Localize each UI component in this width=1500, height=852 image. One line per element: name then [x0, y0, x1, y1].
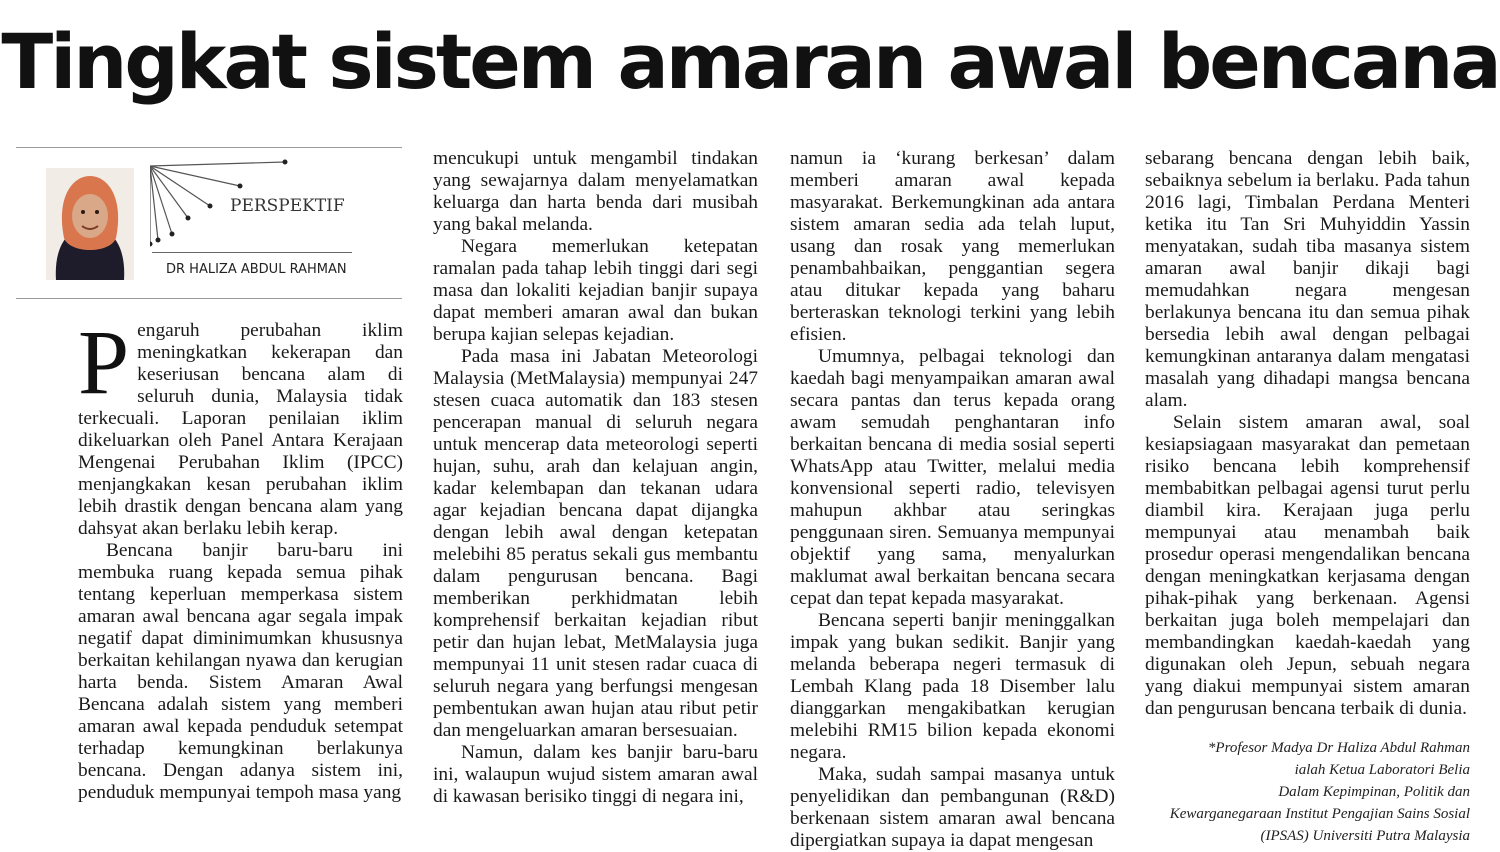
paragraph: Namun, dalam kes banjir baru-baru ini, walaupun wujud sistem amaran awal di kawasan berisiko tinggi di negara ini, — [433, 742, 758, 807]
dropcap: P — [78, 311, 130, 413]
credit-line: ialah Ketua Laboratori Belia — [1294, 762, 1470, 778]
article-column-3 — [790, 148, 1115, 852]
divider — [152, 252, 352, 253]
paragraph: Bencana banjir baru-baru ini membuka ruang kepada semua pihak tentang keperluan memperkasa sistem amaran awal bencana agar segala impak negatif dapat diminimumkan khususnya berkaitan kehilangan nyawa dan kerugian harta benda. Sistem Amaran Awal Bencana adalah sistem yang memberi amaran awal kepada penduduk setempat terhadap kemungkinan berlakunya bencana. Dengan adanya sistem ini, penduduk mempunyai tempoh masa yang — [78, 540, 403, 803]
paragraph: Umumnya, pelbagai teknologi dan kaedah bagi menyampaikan amaran awal secara pantas dan terus kepada orang awam semudah penghantaran info berkaitan bencana di media sosial seperti WhatsApp atau Twitter, melalui media konvensional seperti radio, televisyen mahupun akhbar atau seringkas penggunaan siren. Semuanya mempunyai objektif yang sama, menyalurkan maklumat awal berkaitan bencana secara cepat dan tepat kepada masyarakat. — [790, 346, 1115, 609]
article-column-1 — [78, 311, 403, 804]
author-credit — [1138, 737, 1470, 847]
paragraph: sebarang bencana dengan lebih baik, sebaiknya sebelum ia berlaku. Pada tahun 2016 lagi, Timbalan Perdana Menteri ketika itu Tan Sri Muhyiddin Yassin menyatakan, sudah tiba masanya sistem amaran awal banjir dikaji bagi memudahkan negara mengesan berlakunya bencana itu dan semua pihak bersedia lebih awal dengan pelbagai kemungkinan antaranya dalam mengatasi masalah yang dihadapi mangsa bencana alam. — [1145, 148, 1470, 411]
article-column-4 — [1145, 148, 1470, 720]
author-name: DR HALIZA ABDUL RAHMAN — [166, 262, 347, 277]
credit-line: *Profesor Madya Dr Haliza Abdul Rahman — [1207, 740, 1470, 756]
paragraph: Bencana seperti banjir meninggalkan impak yang bukan sedikit. Banjir yang melanda beberapa negeri termasuk di Lembah Klang pada 18 Disember lalu dianggarkan mengakibatkan kerugian melebihi RM15 bilion kepada ekonomi negara. — [790, 610, 1115, 763]
paragraph: Negara memerlukan ketepatan ramalan pada tahap lebih tinggi dari segi masa dan lokaliti kejadian banjir supaya dapat memberi amaran awal dan bukan berupa kajian selepas kejadian. — [433, 236, 758, 345]
paragraph: Selain sistem amaran awal, soal kesiapsiagaan masyarakat dan pemetaan risiko bencana lebih komprehensif membabitkan pelbagai agensi turut perlu diambil kira. Kerajaan juga perlu mempunyai atau menambah baik prosedur operasi mengendalikan bencana dengan meningkatkan kerjasama dengan pihak-pihak yang berkenaan. Agensi berkaitan juga boleh mempelajari dan membandingkan kaedah-kaedah yang digunakan oleh Jepun, sebuah negara yang diakui mempunyai sistem amaran dan pengurusan bencana terbaik di dunia. — [1145, 412, 1470, 719]
article-column-2 — [433, 148, 758, 808]
credit-line: Kewarganegaraan Institut Pengajian Sains Sosial — [1169, 806, 1470, 822]
headline: Tingkat sistem amaran awal bencana — [1, 17, 1499, 106]
column-label: PERSPEKTIF — [230, 196, 345, 216]
paragraph: mencukupi untuk mengambil tindakan yang sewajarnya dalam menyelamatkan keluarga dan harta benda dari musibah yang bakal melanda. — [433, 148, 758, 235]
author-photo — [46, 168, 134, 280]
paragraph: Pada masa ini Jabatan Meteorologi Malaysia (MetMalaysia) mempunyai 247 stesen cuaca automatik dan 183 stesen pencerapan manual di seluruh negara untuk mencerap data meteorologi seperti hujan, suhu, arah dan kelajuan angin, kadar kelembapan dan tekanan udara agar kejadian bencana dapat dijangka dengan lebih awal dengan ketepatan melebihi 85 peratus sekali gus membantu dalam pengurusan bencana. Bagi memberikan perkhidmatan lebih komprehensif berkaitan kejadian ribut petir dan hujan lebat, MetMalaysia juga mempunyai 11 unit stesen radar cuaca di seluruh negara yang berfungsi mengesan pembentukan awan hujan atau ribut petir dan mengeluarkan amaran bersesuaian. — [433, 346, 758, 741]
byline-box — [16, 147, 402, 299]
paragraph: Pengaruh perubahan iklim meningkatkan kekerapan dan keseriusan bencana alam di seluruh dunia, Malaysia tidak terkecuali. Laporan penilaian iklim dikeluarkan oleh Panel Antara Kerajaan Mengenai Perubahan Iklim (IPCC) menjangkakan kesan perubahan iklim lebih drastik dengan bencana alam yang dahsyat akan berlaku lebih kerap. — [78, 311, 403, 539]
paragraph: Maka, sudah sampai masanya untuk penyelidikan dan pembangunan (R&D) berkenaan sistem amaran awal bencana dipergiatkan supaya ia dapat mengesan — [790, 764, 1115, 851]
paragraph: namun ia ‘kurang berkesan’ dalam memberi amaran awal kepada masyarakat. Berkemungkinan ada antara sistem amaran sedia ada telah luput, usang dan rosak yang memerlukan penambahbaikan, penggantian segera atau ditukar kepada yang baharu berteraskan teknologi terkini yang lebih efisien. — [790, 148, 1115, 345]
credit-line: (IPSAS) Universiti Putra Malaysia — [1260, 828, 1470, 844]
credit-line: Dalam Kepimpinan, Politik dan — [1278, 784, 1470, 800]
